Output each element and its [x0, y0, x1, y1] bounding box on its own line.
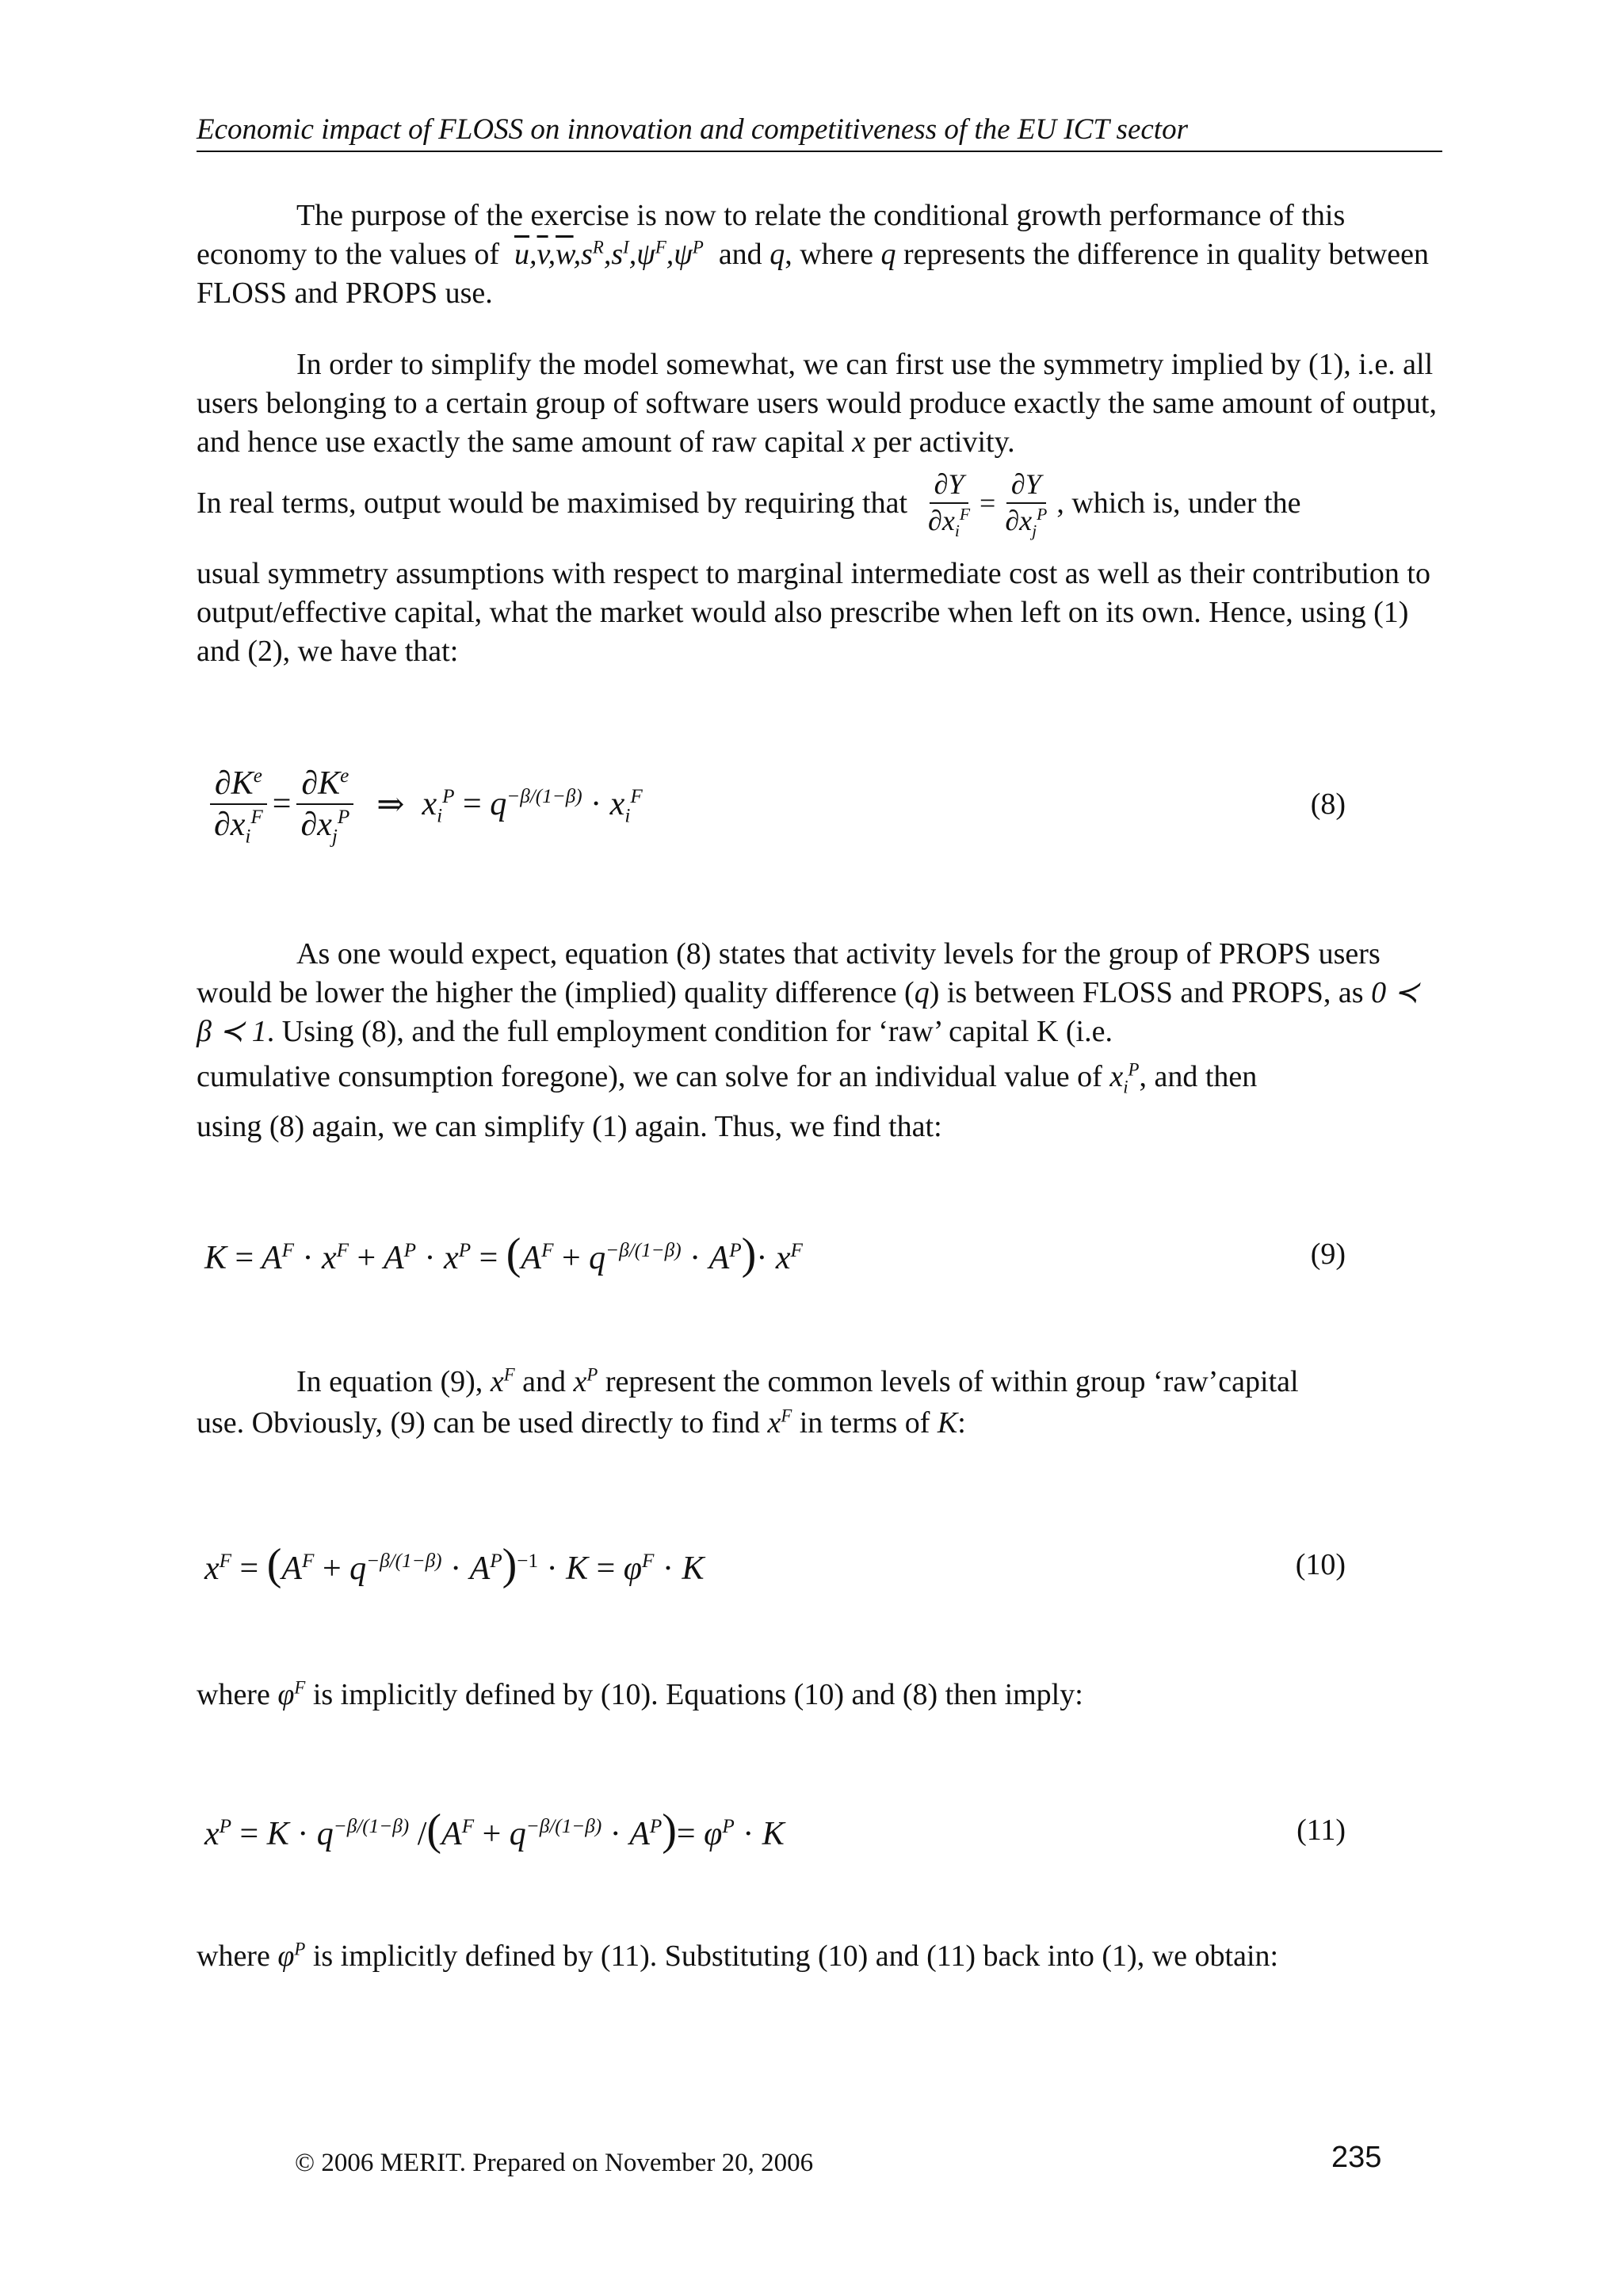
- paragraph-8: [197, 1363, 1441, 1402]
- equation-9-body: $K = A^F \cdot x^F + A^P \cdot x^P = (A^F + q^{-\beta/(1-\beta)} \cdot A^P)\cdot x^F$: [204, 1230, 803, 1279]
- variables-list: $\overline{u},\overline{v},\overline{w},s^R,s^I,\psi^F,\psi^P$: [514, 237, 704, 271]
- equation-10-body: $x^F = (A^F + q^{-\beta/(1-\beta)} \cdot A^P)^{-1} \cdot K = \varphi^F \cdot K$: [204, 1540, 705, 1589]
- p8-text-c: represent the common levels of within group ‘raw’capital: [605, 1365, 1299, 1398]
- equation-8: [197, 757, 1346, 852]
- p6-text-b: , and then: [1139, 1060, 1258, 1093]
- paragraph-10: [197, 1676, 1441, 1714]
- equation-10-number: (10): [1295, 1548, 1346, 1581]
- p5-text-b: ) is between FLOSS and PROPS, as: [929, 976, 1364, 1009]
- paragraph-2: [197, 345, 1441, 462]
- phi-f: $\varphi^F$: [277, 1677, 306, 1711]
- p5-text-c: . Using (8), and the full employment condition for ‘raw’ capital K (i.e.: [266, 1015, 1113, 1048]
- footer-copyright: © 2006 MERIT. Prepared on November 20, 2006: [295, 2149, 814, 2177]
- paragraph-1: [197, 196, 1441, 313]
- p9-k: K: [937, 1406, 958, 1440]
- p11-text-b: is implicitly defined by (11). Substituting (10) and (11) back into (1), we obtain:: [312, 1939, 1279, 1973]
- beta-inequality: 0 ≺ β ≺ 1: [197, 976, 1419, 1048]
- p8-text-b: and: [522, 1365, 566, 1398]
- paragraph-9: [197, 1404, 1441, 1443]
- equation-9-number: (9): [1310, 1238, 1346, 1271]
- x-f-2: $x^F$: [767, 1405, 792, 1440]
- p2-text-a: In order to simplify the model somewhat, we can first use the symmetry implied by (1), i.e. all users belonging to a certain group of software users would produce exactly the same amount of output, and hence use exactly the same amount of raw capital: [197, 348, 1437, 459]
- p1-text-d: , where: [785, 238, 874, 271]
- p10-text-a: where: [197, 1678, 270, 1711]
- x-p: $x^P$: [573, 1364, 598, 1398]
- page-number: 235: [1331, 2141, 1382, 2174]
- paragraph-4: usual symmetry assumptions with respect to marginal intermediate cost as well as their contribution to output/effective capital, what the market would also prescribe when left on its own. Hence, using (1) and (2), we have that:: [197, 557, 1430, 668]
- x-f: $x^F$: [490, 1364, 515, 1398]
- p1-text-b: and: [718, 238, 762, 271]
- p10-text-b: is implicitly defined by (10). Equations (10) and (8) then imply:: [312, 1678, 1083, 1711]
- x-i-p: $x_i^P$: [1109, 1059, 1140, 1097]
- paragraph-5: [197, 935, 1441, 1051]
- p9-text-a: use. Obviously, (9) can be used directly to find: [197, 1406, 760, 1440]
- p8-text-a: In equation (9),: [296, 1365, 483, 1398]
- p3-text-b: , which is, under the: [1056, 486, 1301, 520]
- running-header: Economic impact of FLOSS on innovation and competitiveness of the EU ICT sector: [197, 109, 1442, 152]
- p1-text-a: The purpose of the exercise is now to relate the conditional growth performance of this economy to the values of: [197, 199, 1346, 271]
- p5-text-a: As one would expect, equation (8) states that activity levels for the group of PROPS users would be lower the higher the (implied) quality difference (: [197, 937, 1381, 1009]
- phi-p: $\varphi^P$: [277, 1939, 306, 1973]
- p1-text-f: represents the difference in quality between FLOSS and PROPS use.: [197, 238, 1429, 310]
- p9-text-b: in terms of: [799, 1406, 930, 1440]
- equation-8-body: $\frac{\partial K^e}{\partial x_i^F}$ = $\frac{\partial K^e}{\partial x_j^P}$ ⇒ $x_i^P = q^{-\beta/(1-\beta)} \cdot x_i^F$: [204, 757, 643, 852]
- equation-11-body: $x^P = K \cdot q^{-\beta/(1-\beta)}$ $/(A^F + q^{-\beta/(1-\beta)} \cdot A^P)= \varphi^P \cdot K$: [204, 1806, 785, 1855]
- p1-q: q: [769, 238, 785, 271]
- equation-9: [197, 1207, 1346, 1302]
- p6-text-a: cumulative consumption foregone), we can solve for an individual value of: [197, 1060, 1102, 1093]
- paragraph-7: using (8) again, we can simplify (1) again. Thus, we find that:: [197, 1110, 942, 1143]
- partial-derivative-equality: $\frac{\partial Y}{\partial x_i^F}$ = $\frac{\partial Y}{\partial x_j^P}$: [928, 468, 1048, 541]
- p5-q: q: [914, 976, 930, 1009]
- p3-text-a: In real terms, output would be maximised by requiring that: [197, 486, 908, 520]
- paragraph-3: [197, 460, 1441, 547]
- equation-11-number: (11): [1296, 1814, 1346, 1847]
- paragraph-11: [197, 1937, 1441, 1976]
- equation-8-number: (8): [1310, 788, 1346, 821]
- paragraph-6: [197, 1058, 1441, 1097]
- p1-q2: q: [880, 238, 896, 271]
- p2-x: x: [852, 425, 866, 459]
- equation-11: [197, 1783, 1346, 1878]
- p11-text-a: where: [197, 1939, 270, 1973]
- p2-text-b: per activity.: [873, 425, 1015, 459]
- equation-10: [197, 1517, 1346, 1612]
- p9-text-c: :: [957, 1406, 966, 1440]
